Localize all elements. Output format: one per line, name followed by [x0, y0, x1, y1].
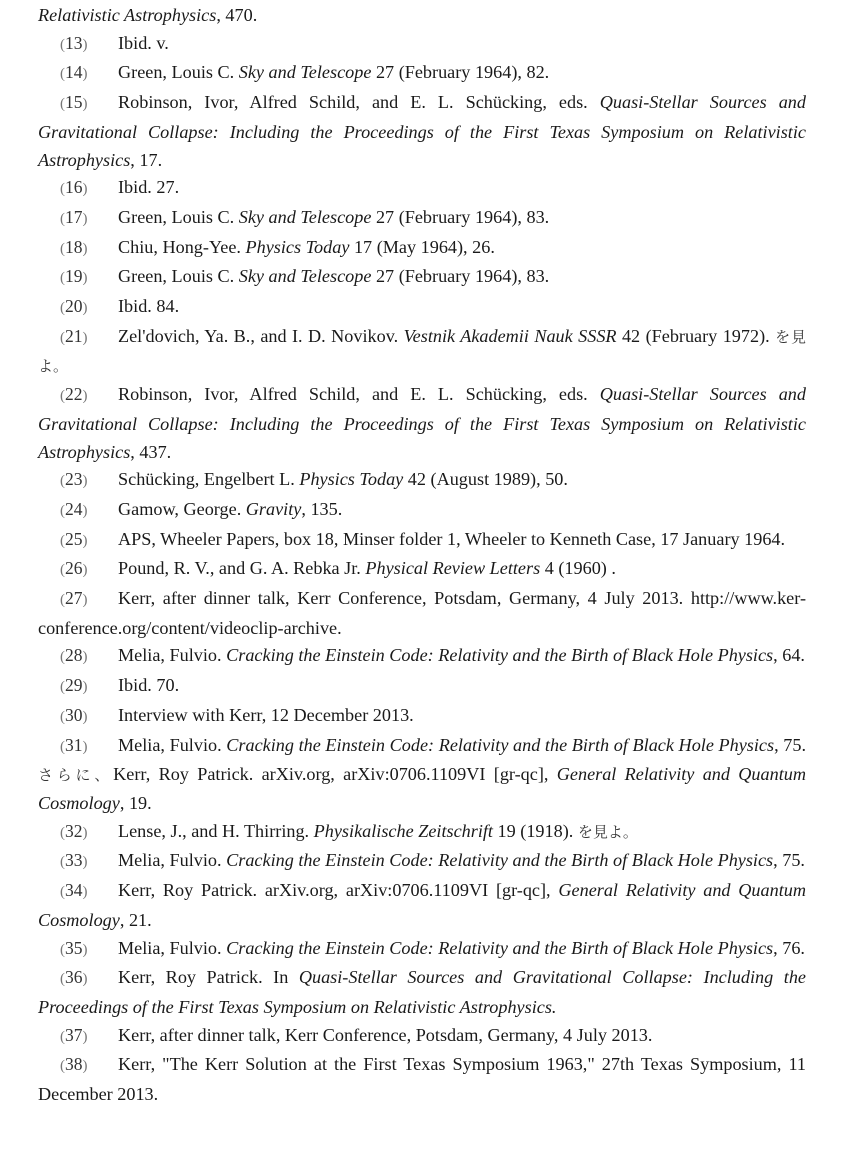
- open-paren: (: [60, 300, 65, 317]
- citation-text: , 64.: [773, 645, 805, 666]
- citation-text: 27 (February 1964), 83.: [371, 266, 550, 287]
- footnote-number: [38, 204, 118, 234]
- footnote-number-value: 30: [65, 704, 83, 725]
- citation-text: , 19.: [119, 792, 152, 813]
- italic-title: Cracking the Einstein Code: Relativity and the Birth of Black Hole Physics: [226, 850, 774, 871]
- footnote-number: [38, 1022, 118, 1052]
- close-paren: ): [82, 329, 88, 346]
- close-paren: ): [82, 240, 88, 257]
- footnote-number: [38, 381, 118, 411]
- open-paren: (: [60, 679, 65, 696]
- footnote-number: [38, 496, 118, 526]
- close-paren: ): [82, 824, 88, 841]
- citation-text: Chiu, Hong-Yee.: [118, 236, 246, 257]
- close-paren: ): [82, 66, 88, 83]
- open-paren: (: [60, 532, 65, 549]
- open-paren: (: [60, 708, 65, 725]
- italic-title: Sky and Telescope: [238, 62, 372, 83]
- citation-text: Kerr, Roy Patrick. arXiv.org, arXiv:0706.1109VI [gr-qc],: [118, 880, 559, 901]
- footnote-number-value: 36: [65, 967, 83, 988]
- notes-page: [38, 2, 806, 1109]
- citation-text: , 135.: [301, 498, 343, 519]
- citation-text: Schücking, Engelbert L.: [118, 469, 300, 490]
- footnote-36: [38, 964, 806, 1021]
- footnote-33: [38, 847, 806, 877]
- footnote-23: [38, 466, 806, 496]
- citation-text: , 21.: [119, 909, 152, 930]
- citation-text: Lense, J., and H. Thirring.: [118, 820, 314, 841]
- open-paren: (: [60, 649, 65, 666]
- citation-text: Gamow, George.: [118, 498, 246, 519]
- close-paren: ): [82, 388, 88, 405]
- citation-text: APS, Wheeler Papers, box 18, Minser folder 1, Wheeler to Kenneth Case, 17 January 1964.: [118, 528, 786, 549]
- citation-text: Green, Louis C.: [118, 206, 239, 227]
- open-paren: (: [60, 1028, 65, 1045]
- close-paren: ): [82, 708, 88, 725]
- close-paren: ): [82, 1028, 88, 1045]
- footnote-number: [38, 732, 118, 762]
- citation-text: Ibid. 27.: [118, 177, 180, 198]
- italic-title: Sky and Telescope: [238, 266, 372, 287]
- close-paren: ): [82, 592, 88, 609]
- footnote-number-value: 35: [65, 937, 83, 958]
- footnote-29: [38, 672, 806, 702]
- italic-title: Quasi-Stellar Sources and Gravitational Collapse: Including the Proceedings of the First Texas Symposium on Relativistic Astrophysics: [38, 92, 806, 170]
- footnote-31: [38, 732, 806, 818]
- open-paren: (: [60, 884, 65, 901]
- footnote-number-value: 14: [65, 62, 83, 83]
- close-paren: ): [82, 270, 88, 287]
- citation-text: Ibid. 84.: [118, 296, 180, 317]
- footnote-number-value: 22: [65, 384, 83, 405]
- close-paren: ): [82, 738, 88, 755]
- footnote-37: [38, 1022, 806, 1052]
- footnote-25: [38, 526, 806, 556]
- close-paren: ): [82, 649, 88, 666]
- footnote-number-value: 37: [65, 1024, 83, 1045]
- open-paren: (: [60, 270, 65, 287]
- footnote-number-value: 23: [65, 469, 83, 490]
- citation-text: Pound, R. V., and G. A. Rebka Jr.: [118, 558, 366, 579]
- footnote-38: [38, 1051, 806, 1108]
- japanese-text: を見よ。: [577, 822, 638, 841]
- italic-title: Cracking the Einstein Code: Relativity and the Birth of Black Hole Physics: [226, 937, 774, 958]
- citation-text: 42 (August 1989), 50.: [403, 469, 568, 490]
- footnote-number: [38, 89, 118, 119]
- footnote-number: [38, 672, 118, 702]
- citation-text: , 76.: [773, 937, 805, 958]
- footnote-number-value: 32: [65, 820, 83, 841]
- open-paren: (: [60, 824, 65, 841]
- footnote-15: [38, 89, 806, 174]
- footnote-number-value: 15: [65, 92, 83, 113]
- footnote-17: [38, 204, 806, 234]
- footnote-number-value: 26: [65, 558, 83, 579]
- citation-text: Kerr, "The Kerr Solution at the First Texas Symposium 1963," 27th Texas Symposium, 11 December 2013.: [38, 1054, 806, 1105]
- footnote-22: [38, 381, 806, 466]
- open-paren: (: [60, 388, 65, 405]
- open-paren: (: [60, 240, 65, 257]
- footnote-number-value: 38: [65, 1054, 83, 1075]
- italic-title: Quasi-Stellar Sources and Gravitational Collapse: Including the Proceedings of the First Texas Symposium on Relativistic Astrophysics: [38, 384, 806, 462]
- italic-title: Cracking the Einstein Code: Relativity and the Birth of Black Hole Physics: [226, 645, 774, 666]
- footnote-16: [38, 174, 806, 204]
- footnote-number: [38, 964, 118, 994]
- japanese-text: を見よ。: [38, 327, 806, 376]
- italic-title: Gravity: [245, 498, 302, 519]
- footnote-number: [38, 702, 118, 732]
- footnote-number: [38, 263, 118, 293]
- citation-text: Green, Louis C.: [118, 266, 239, 287]
- footnote-13: [38, 30, 806, 60]
- footnote-32: [38, 818, 806, 848]
- citation-text: 27 (February 1964), 82.: [371, 62, 550, 83]
- footnote-number: [38, 585, 118, 615]
- close-paren: ): [82, 473, 88, 490]
- footnote-18: [38, 234, 806, 264]
- close-paren: ): [82, 884, 88, 901]
- citation-text: Kerr, after dinner talk, Kerr Conference, Potsdam, Germany, 4 July 2013.: [118, 1024, 653, 1045]
- close-paren: ): [82, 971, 88, 988]
- italic-title: Vestnik Akademii Nauk SSSR: [403, 325, 617, 346]
- footnote-number: [38, 174, 118, 204]
- footnote-number-value: 19: [65, 266, 83, 287]
- close-paren: ): [82, 854, 88, 871]
- footnote-14: [38, 59, 806, 89]
- footnote-number: [38, 847, 118, 877]
- close-paren: ): [82, 941, 88, 958]
- italic-title: Quasi-Stellar Sources and Gravitational Collapse: Including the Proceedings of the First Texas Symposium on Relativistic Astrophysics.: [38, 967, 806, 1017]
- open-paren: (: [60, 66, 65, 83]
- citation-text: , 75.: [773, 850, 805, 871]
- citation-text: , 75.: [774, 734, 806, 755]
- footnote-number-value: 27: [65, 588, 83, 609]
- open-paren: (: [60, 181, 65, 198]
- close-paren: ): [82, 1058, 88, 1075]
- footnote-number-value: 31: [65, 734, 83, 755]
- italic-title: Sky and Telescope: [238, 206, 372, 227]
- citation-text: Robinson, Ivor, Alfred Schild, and E. L. Schücking, eds.: [118, 384, 600, 405]
- close-paren: ): [82, 300, 88, 317]
- footnote-number: [38, 1051, 118, 1081]
- citation-text: Zel'dovich, Ya. B., and I. D. Novikov.: [118, 325, 404, 346]
- open-paren: (: [60, 329, 65, 346]
- footnote-30: [38, 702, 806, 732]
- open-paren: (: [60, 473, 65, 490]
- italic-title: Physical Review Letters: [365, 558, 541, 579]
- close-paren: ): [82, 502, 88, 519]
- open-paren: (: [60, 1058, 65, 1075]
- italic-title: Physics Today: [299, 469, 404, 490]
- citation-text: Melia, Fulvio.: [118, 850, 227, 871]
- citation-text: Melia, Fulvio.: [118, 937, 227, 958]
- open-paren: (: [60, 854, 65, 871]
- footnote-number-value: 16: [65, 177, 83, 198]
- citation-text: 17 (May 1964), 26.: [349, 236, 495, 257]
- close-paren: ): [82, 96, 88, 113]
- footnote-number: [38, 323, 118, 353]
- footnote-number: [38, 293, 118, 323]
- footnote-20: [38, 293, 806, 323]
- citation-text: Ibid. 70.: [118, 675, 180, 696]
- citation-text: , 437.: [130, 441, 172, 462]
- continued-note: [38, 2, 806, 30]
- footnote-number-value: 28: [65, 645, 83, 666]
- open-paren: (: [60, 592, 65, 609]
- citation-text: Interview with Kerr, 12 December 2013.: [118, 704, 414, 725]
- footnote-21: [38, 323, 806, 381]
- italic-title: Cracking the Einstein Code: Relativity and the Birth of Black Hole Physics: [226, 734, 775, 755]
- citation-text: 42 (February 1972).: [616, 325, 776, 346]
- close-paren: ): [82, 679, 88, 696]
- footnote-number-value: 21: [65, 325, 83, 346]
- footnote-35: [38, 935, 806, 965]
- footnote-number-value: 34: [65, 880, 83, 901]
- notes-list: [38, 30, 806, 1109]
- footnote-number: [38, 59, 118, 89]
- footnote-number-value: 25: [65, 528, 83, 549]
- footnote-number-value: 20: [65, 296, 83, 317]
- italic-title: Relativistic Astrophysics: [38, 5, 217, 25]
- citation-text: 19 (1918).: [492, 820, 578, 841]
- open-paren: (: [60, 502, 65, 519]
- italic-title: General Relativity and Quantum Cosmology: [38, 764, 806, 813]
- citation-text: Melia, Fulvio.: [118, 645, 227, 666]
- open-paren: (: [60, 738, 65, 755]
- footnote-number-value: 17: [65, 206, 83, 227]
- footnote-27: [38, 585, 806, 642]
- citation-text: , 17.: [130, 149, 163, 170]
- footnote-number: [38, 818, 118, 848]
- close-paren: ): [82, 210, 88, 227]
- footnote-26: [38, 555, 806, 585]
- open-paren: (: [60, 210, 65, 227]
- citation-text: 4 (1960) .: [540, 558, 616, 579]
- japanese-text: さらに、: [38, 766, 114, 785]
- citation-text: Ibid. v.: [118, 32, 169, 53]
- footnote-number: [38, 642, 118, 672]
- italic-title: Physikalische Zeitschrift: [313, 820, 493, 841]
- open-paren: (: [60, 971, 65, 988]
- footnote-number-value: 29: [65, 675, 83, 696]
- footnote-number-value: 24: [65, 498, 83, 519]
- footnote-34: [38, 877, 806, 934]
- footnote-number: [38, 526, 118, 556]
- footnote-24: [38, 496, 806, 526]
- citation-text: Melia, Fulvio.: [118, 734, 227, 755]
- citation-text: 27 (February 1964), 83.: [371, 206, 550, 227]
- citation-text: , 470.: [216, 5, 258, 25]
- footnote-19: [38, 263, 806, 293]
- italic-title: Physics Today: [245, 236, 350, 257]
- footnote-number: [38, 466, 118, 496]
- citation-text: Green, Louis C.: [118, 62, 239, 83]
- footnote-number-value: 13: [65, 32, 83, 53]
- footnote-number-value: 18: [65, 236, 83, 257]
- close-paren: ): [82, 532, 88, 549]
- close-paren: ): [82, 562, 88, 579]
- footnote-number: [38, 234, 118, 264]
- citation-text: Kerr, Roy Patrick. arXiv.org, arXiv:0706.1109VI [gr-qc],: [113, 764, 557, 785]
- citation-text: Robinson, Ivor, Alfred Schild, and E. L. Schücking, eds.: [118, 92, 600, 113]
- citation-text: Kerr, Roy Patrick. In: [118, 967, 299, 988]
- open-paren: (: [60, 562, 65, 579]
- footnote-number-value: 33: [65, 850, 83, 871]
- close-paren: ): [82, 181, 88, 198]
- footnote-number: [38, 555, 118, 585]
- footnote-number: [38, 877, 118, 907]
- footnote-number: [38, 30, 118, 60]
- open-paren: (: [60, 36, 65, 53]
- open-paren: (: [60, 941, 65, 958]
- italic-title: General Relativity and Quantum Cosmology: [38, 880, 806, 930]
- open-paren: (: [60, 96, 65, 113]
- footnote-28: [38, 642, 806, 672]
- footnote-number: [38, 935, 118, 965]
- citation-text: Kerr, after dinner talk, Kerr Conference, Potsdam, Germany, 4 July 2013. http://www.ker-conference.org/content/videoclip-archive.: [38, 588, 806, 638]
- close-paren: ): [82, 36, 88, 53]
